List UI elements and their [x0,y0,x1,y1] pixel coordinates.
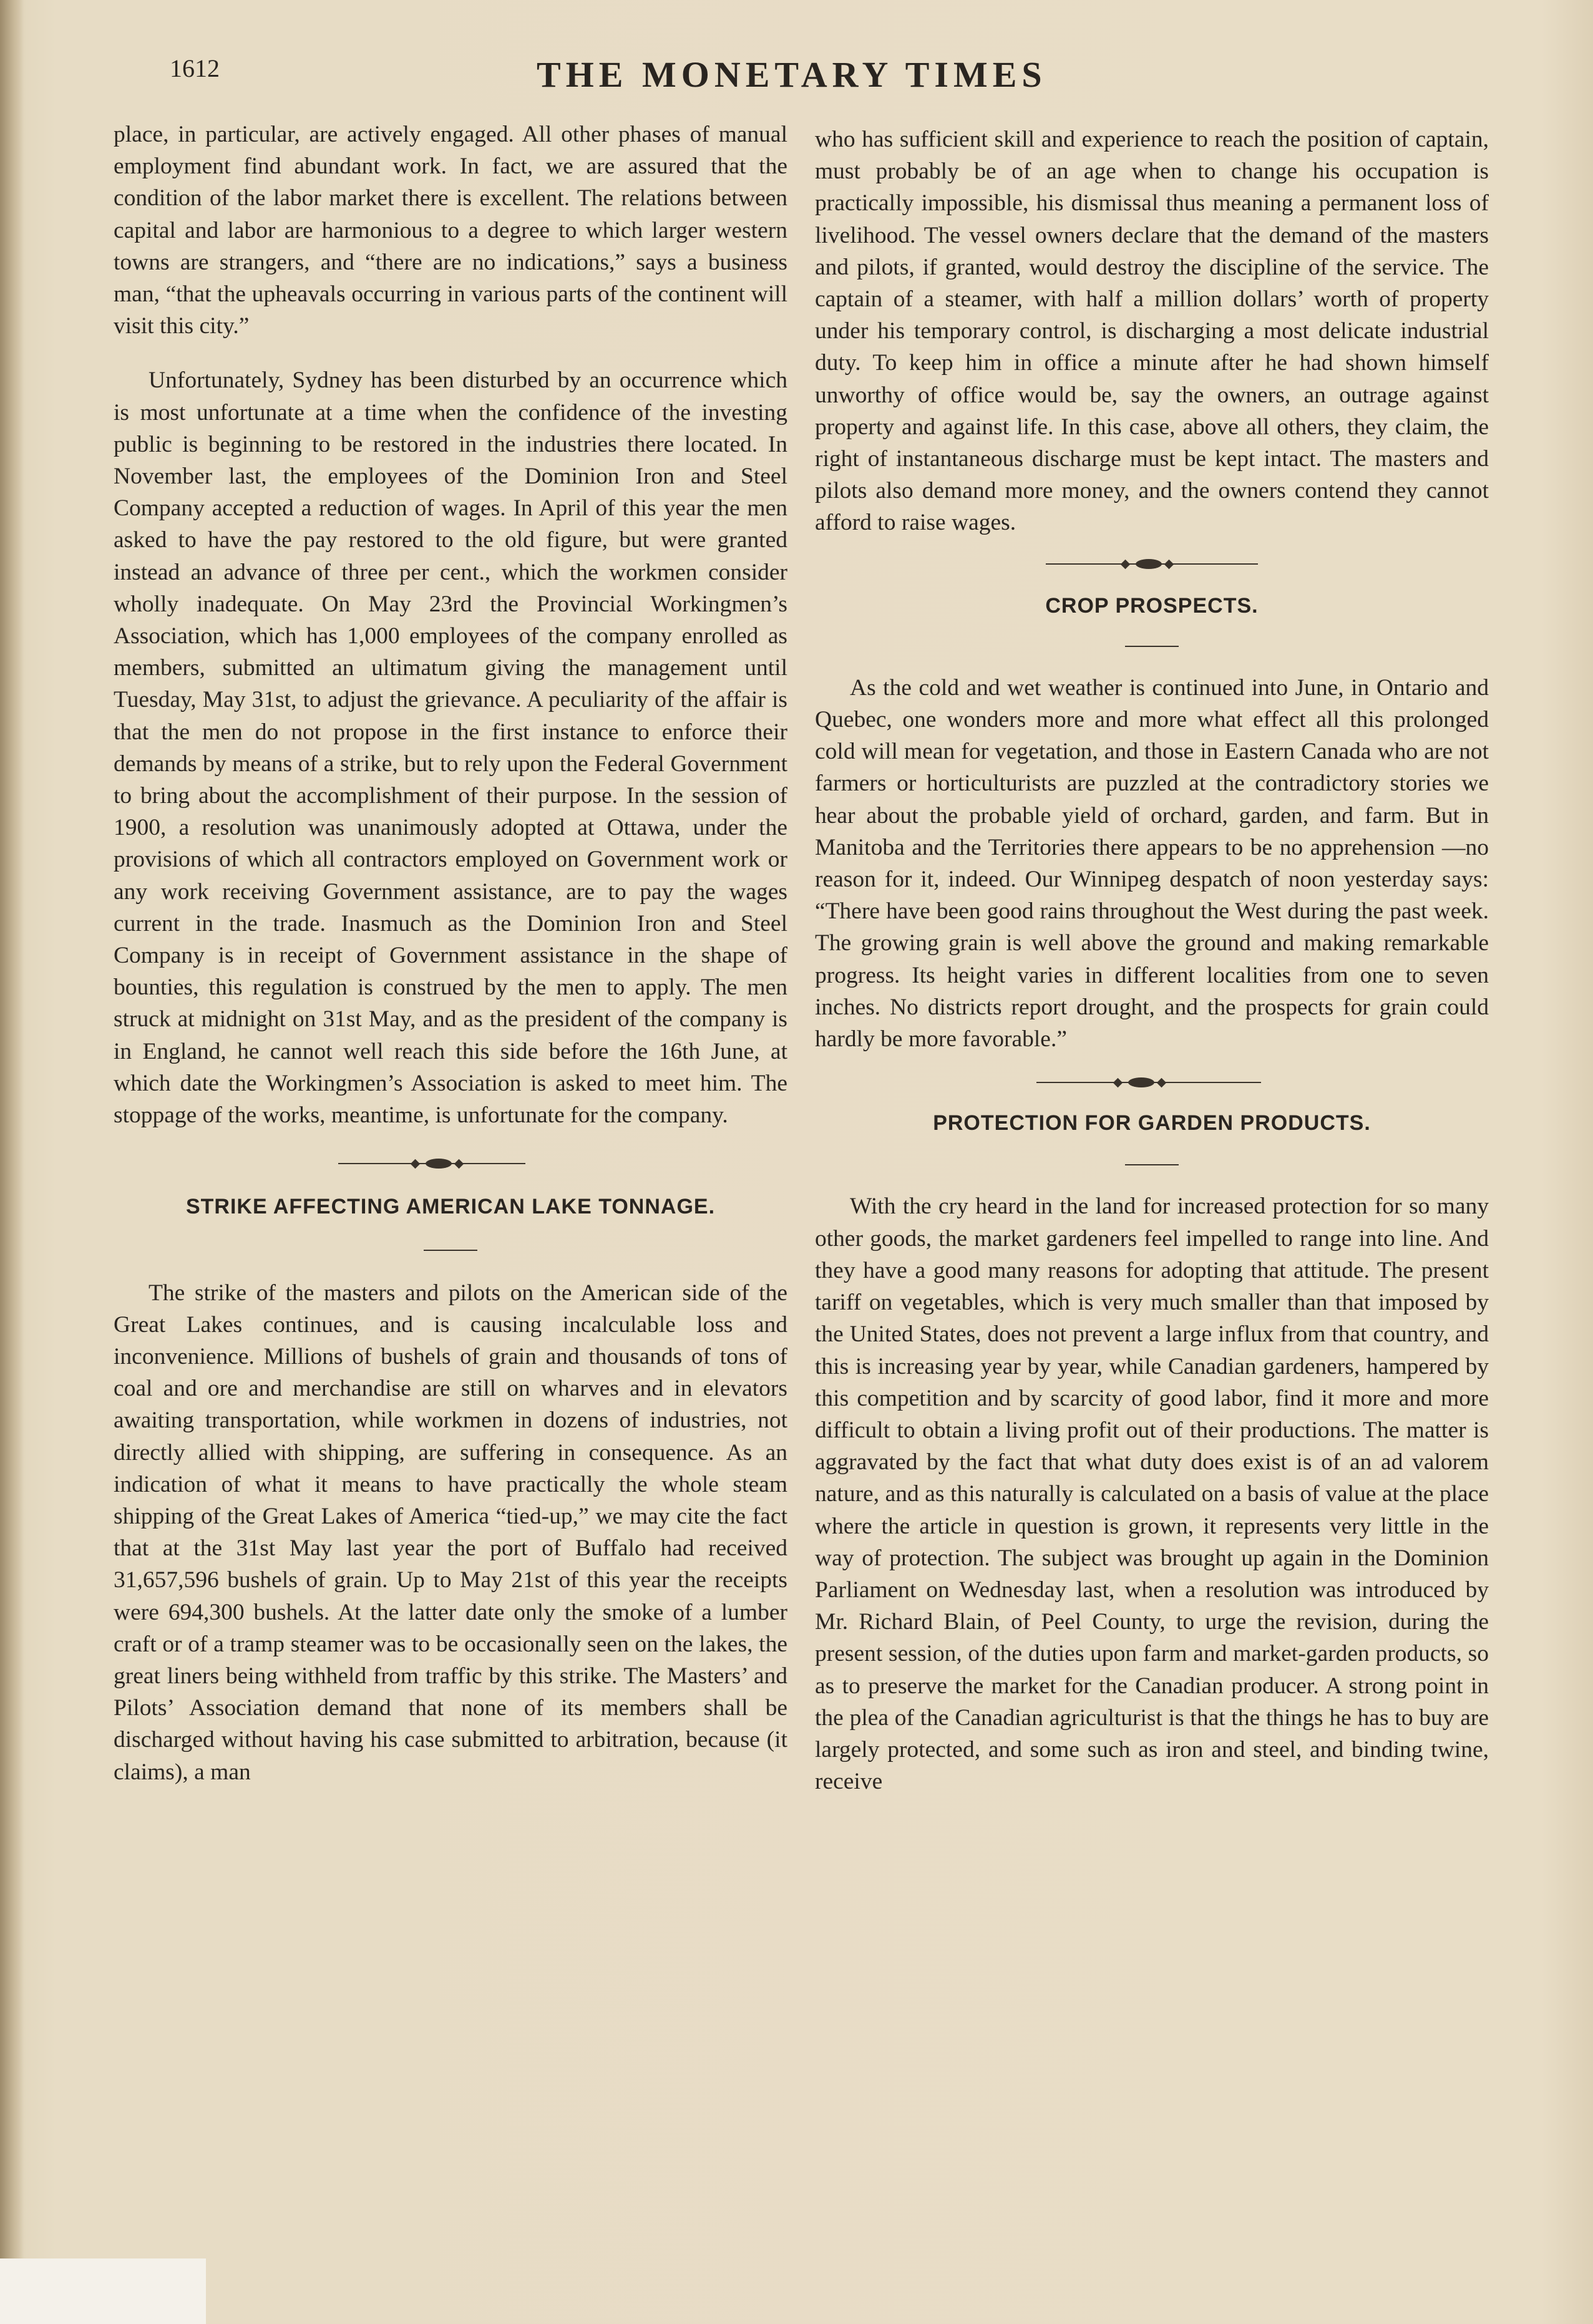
paragraph: Unfortunately, Sydney has been disturbed by an occurrence which is most unfortunate at a time when the confidence of the investing public is beginning to be restored in the industries there located. In November last, the employees of the Dominion Iron and Steel Company accepted a reduction of wages. In April of this year the men asked to have the pay restored to the old figure, but were granted instead an advance of three per cent., which the workmen consider wholly inadequate. On May 23rd the Provincial Workingmen’s Association, which has 1,000 employees of the company enrolled as members, submitted an ultimatum giving the management until Tuesday, May 31st, to adjust the grievance. A peculiarity of the affair is that the men do not propose in the first instance to enforce their demands by means of a strike, but to rely upon the Federal Government to bring about the accomplishment of their purpose. In the session of 1900, a resolution was unanimously adopted at Ottawa, under the provisions of which all contractors employed on Government work or any work receiving Government assistance, are to pay the wages current in the trade. Inasmuch as the Dominion Iron and Steel Company is in receipt of Government assistance in the shape of bounties, this regulation is construed by the men to apply. The men struck at midnight on 31st May, and as the president of the company is in England, he cannot well reach this side before the 16th June, at which date the Workingmen’s Association is asked to meet him. The stoppage of the works, meantime, is unfortunate for the company. [114,367,787,1129]
left-column [114,119,787,1788]
page-corner [0,2258,206,2324]
section-ornament [114,1151,787,1176]
heading-rule [424,1250,477,1251]
paragraph: who has sufficient skill and experience to reach the position of captain, must probably be of an age when to change his occupation is practically impossible, his dismissal thus meaning a permanent loss of livelihood. The vessel owners declare that the demand of the masters and pilots, if granted, would destroy the discipline of the service. The captain of a steamer, with half a million dollars’ worth of property under his temporary control, is discharging a most delicate industrial duty. To keep him in office a minute after he had shown himself unworthy of office would be, say the owners, an outrage against property and against life. In this case, above all others, they claim, the right of instantaneous discharge must be kept intact. The masters and pilots also demand more money, and the owners contend they cannot afford to raise wages. [815,127,1489,536]
heading-rule [1125,1164,1179,1165]
section-heading: STRIKE AFFECTING AMERICAN LAKE TONNAGE. [185,1195,716,1219]
section-ornament [815,552,1489,576]
paragraph: With the cry heard in the land for increased protection for so many other goods, the market gardeners feel impelled to range into line. And they have a good many reasons for adopting that attitude. The present tariff on vegetables, which is very much smaller than that imposed by the United States, does not prevent a large influx from that country, and this is increasing year by year, while Canadian gardeners, hampered by this competition and by scarcity of good labor, find it more and more difficult to obtain a living profit out of their productions. The matter is aggravated by the fact that what duty does exist is of an ad valorem nature, and as this naturally is calculated on a basis of value at the place where the article in question is grown, it represents very little in the way of protection. The subject was brought up again in the Dominion Parliament on Wednesday last, when a resolution was introduced by Mr. Richard Blain, of Peel County, to urge the revision, during the present session, of the duties upon farm and market-garden products, so as to preserve the market for the Canadian producer. A strong point in the plea of the Canadian agriculturist is that the things he has to buy are largely protected, and some such as iron and steel, and binding twine, receive [815,1194,1489,1795]
section-heading: CROP PROSPECTS. [1045,593,1259,618]
page-number: 1612 [170,54,220,82]
binding-shadow [0,0,24,2324]
paragraph: The strike of the masters and pilots on the American side of the Great Lakes continues, and is causing incalculable loss and inconvenience. Millions of bushels of grain and thousands of tons of coal and ore and merchandise are still on wharves and in elevators awaiting transportation, while workmen in dozens of industries, not directly allied with shipping, are suffering in consequence. As an indication of what it means to have practically the whole steam shipping of the Great Lakes of America “tied-up,” we may cite the fact that at the 31st May last year the port of Buffalo had received 31,657,596 bushels of grain. Up to May 21st of this year the receipts were 694,300 bushels. At the latter date only the smoke of a lumber craft or of a tramp steamer was to be occasionally seen on the lakes, the great liners being withheld from traffic by this strike. The Masters’ and Pilots’ Association demand that none of its members shall be discharged without having his case submitted to arbitration, because (it claims), a man [114,1280,787,1785]
paragraph: place, in particular, are actively engaged. All other phases of manual employment find abundant work. In fact, we are assured that the condition of the labor market there is excellent. The relations between capital and labor are harmonious to a degree to which larger western towns are strangers, and “there are no indications,” says a business man, “that the upheavals occurring in various parts of the continent will visit this city.” [114,122,787,339]
right-column [815,124,1489,1797]
masthead: THE MONETARY TIMES [537,54,1047,95]
section-heading: PROTECTION FOR GARDEN PRODUCTS. [933,1111,1371,1135]
paragraph: As the cold and wet weather is continued into June, in Ontario and Quebec, one wonders more and more what effect all this prolonged cold will mean for vegetation, and those in Eastern Canada who are not farmers or horticulturists are puzzled at the contradictory stories we hear about the probable yield of orchard, garden, and farm. But in Manitoba and the Territories there appears to be no apprehension —no reason for it, indeed. Our Winnipeg despatch of noon yesterday says: “There have been good rains throughout the West during the past week. The growing grain is well above the ground and making remarkable progress. Its height varies in different localities from one to seven inches. No districts report drought, and the prospects for grain could hardly be more favorable.” [815,674,1489,1053]
heading-rule [1125,646,1179,647]
section-ornament [815,1070,1489,1095]
